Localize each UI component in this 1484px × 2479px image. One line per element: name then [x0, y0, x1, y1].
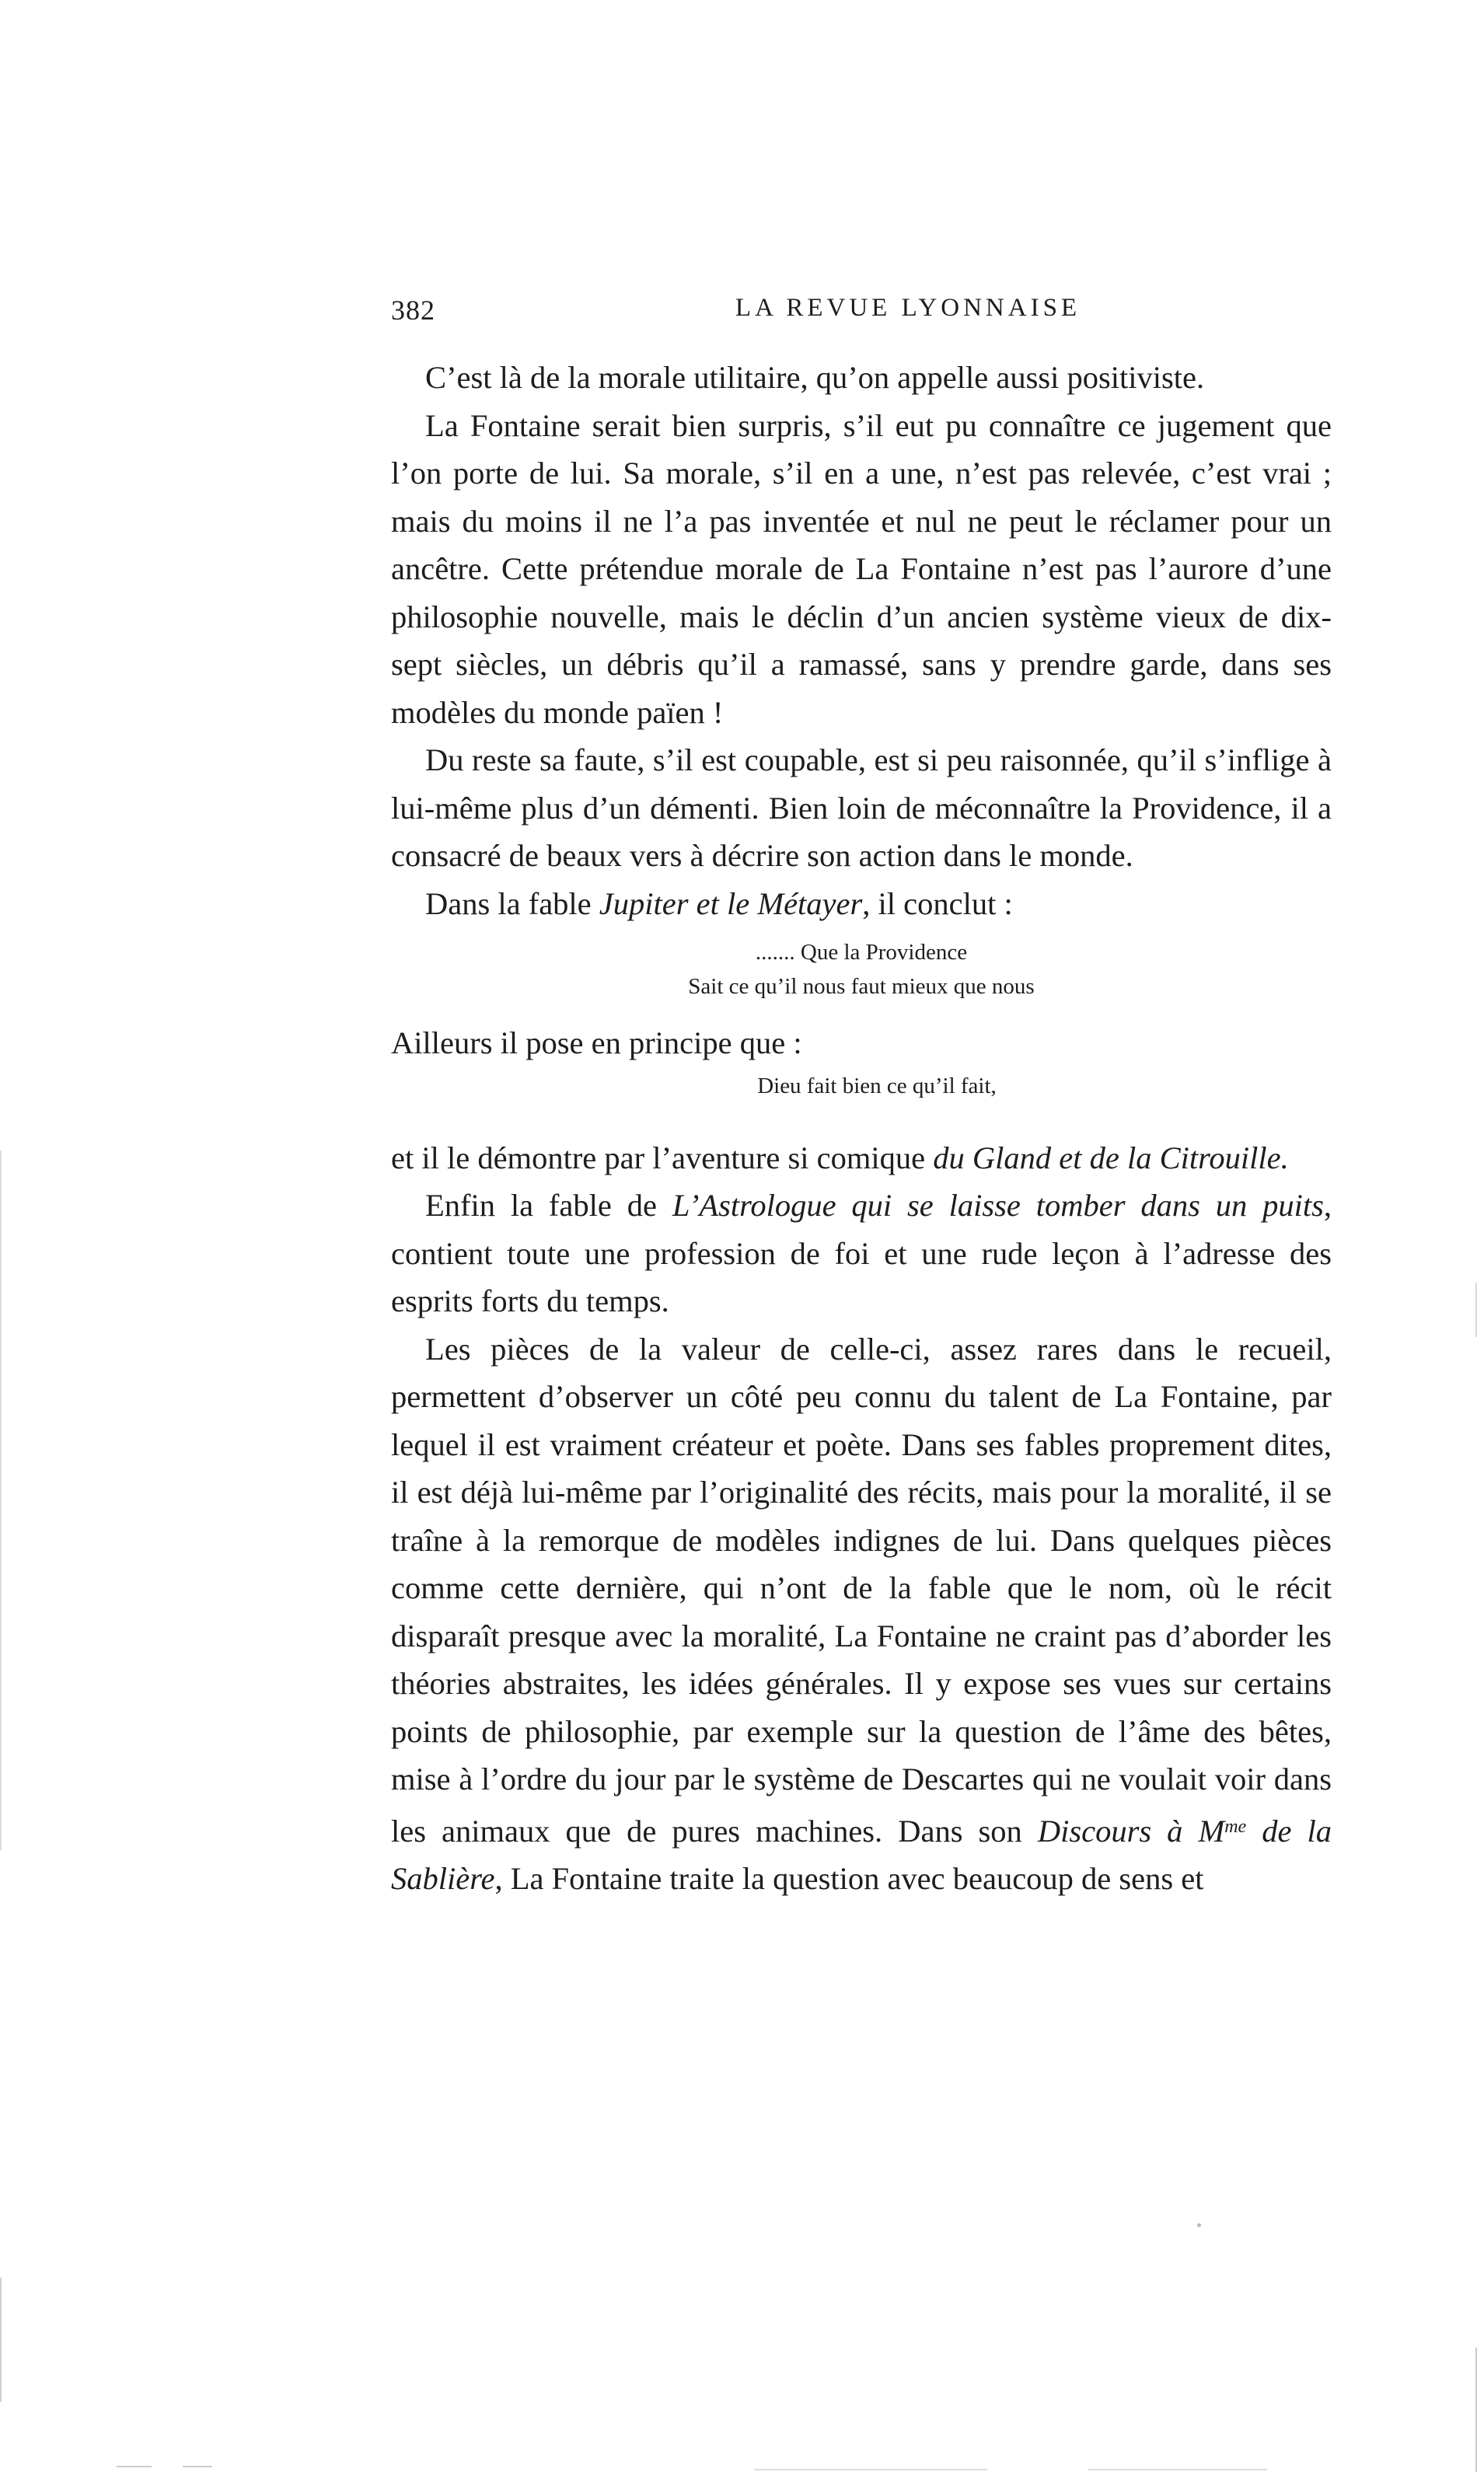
scan-mark — [1475, 2348, 1477, 2472]
fable-title: du Gland et de la Citrouille. — [933, 1140, 1289, 1175]
text-run: Discours à M — [1037, 1813, 1225, 1849]
scan-mark — [754, 2469, 987, 2470]
paragraph — [391, 880, 1332, 928]
paragraph: Du reste sa faute, s’il est coupable, est si peu raisonnée, qu’il s’inflige à lui-même plus d’un démenti. Bien loin de méconnaître la Providence, il a consacré de beaux vers à décrire son action dans le monde. — [391, 742, 1332, 873]
fable-title: Jupiter et le Métayer — [599, 885, 863, 921]
scan-mark — [0, 2278, 2, 2402]
paragraph: Ailleurs il pose en principe que : — [391, 1025, 802, 1060]
text-run: Les pièces de la valeur de celle-ci, assez rares dans le recueil, permettent d’observer un côté peu connu du talent de La Fontaine, par lequel il est vraiment créateur et poète. Dans ses fables proprement dites, il est déjà lui-même par l’originalité des récits, mais pour la moralité, il se traîne à la remorque de modèles indignes de lui. Dans quelques pièces comme cette dernière, qui n’ont de la fable que le nom, où le récit disparaît presque avec la moralité, La Fontaine ne craint pas d’aborder les théories abstraites, les idées générales. Il y expose ses vues sur certains points de philosophie, par exemple sur la question de l’âme des bêtes, mise à l’ordre du jour par le système de Descartes qui ne voulait voir dans les animaux que de pures machines. Dans son — [391, 1331, 1332, 1849]
scan-mark — [0, 1150, 2, 1850]
scan-mark — [1475, 1283, 1477, 1337]
text-run: , contient toute une profession de foi et une rude leçon à l’adresse des esprits forts du temps. — [391, 1188, 1332, 1318]
paragraph — [391, 1182, 1332, 1325]
paragraph — [391, 1325, 1332, 1903]
running-title: LA REVUE LYONNAISE — [735, 294, 1081, 322]
paragraph — [391, 1134, 1332, 1182]
verse-line: ....... Que la Providence — [755, 940, 968, 965]
fable-title: L’Astrologue qui se laisse tomber dans un puits — [672, 1188, 1324, 1223]
scan-mark — [1088, 2469, 1267, 2470]
text-run: Enfin la fable de — [425, 1188, 672, 1223]
page-header — [391, 294, 1332, 340]
text-run: et il le démontre par l’aventure si comique — [391, 1140, 934, 1175]
paragraph: La Fontaine serait bien surpris, s’il eut pu connaître ce jugement que l’on porte de lui. Sa morale, s’il en a une, n’est pas relevée, c’est vrai ; mais du moins il ne l’a pas inventée et nul ne peut le réclamer pour un ancêtre. Cette prétendue morale de La Fontaine n’est pas l’aurore d’une philosophie nouvelle, mais le déclin d’un ancien système vieux de dix-sept siècles, un débris qu’il a ramassé, sans y prendre garde, dans ses modèles du monde païen ! — [391, 407, 1332, 730]
body-text — [391, 354, 1332, 1903]
verse-quote — [391, 1069, 1332, 1103]
scan-mark — [183, 2466, 212, 2467]
page-number: 382 — [391, 295, 435, 326]
scan-mark — [1197, 2223, 1201, 2227]
superscript: me — [1224, 1816, 1247, 1837]
text-run: , il conclut : — [862, 885, 1013, 921]
paragraph: C’est là de la morale utilitaire, qu’on appelle aussi positiviste. — [425, 360, 1205, 395]
verse-quote — [391, 935, 1332, 1004]
text-run: Dans la fable — [425, 885, 599, 921]
scan-mark — [117, 2466, 152, 2467]
verse-line: Dieu fait bien ce qu’il fait, — [757, 1073, 997, 1098]
verse-line: Sait ce qu’il nous faut mieux que nous — [688, 974, 1035, 999]
text-run: , La Fontaine traite la question avec beaucoup de sens et — [494, 1861, 1204, 1896]
text-run: de la Sablière — [391, 1813, 1332, 1896]
